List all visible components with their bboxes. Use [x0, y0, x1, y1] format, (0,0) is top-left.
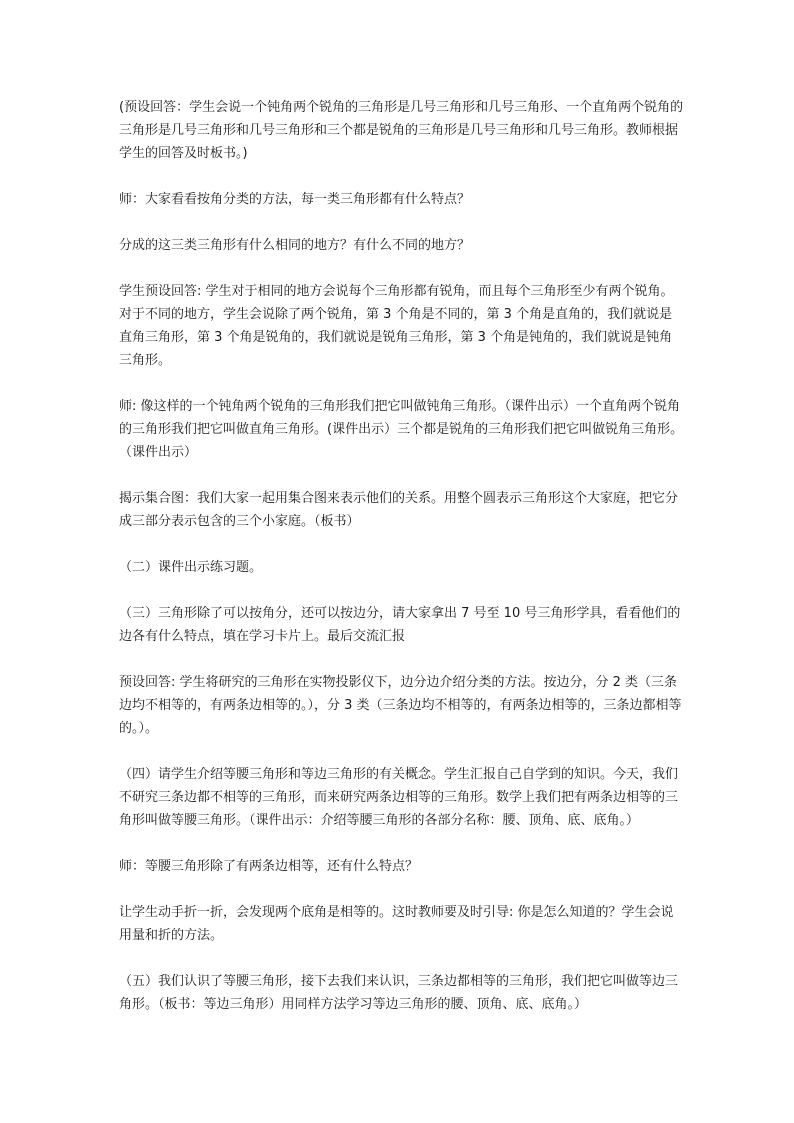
paragraph-preset-answer-sides: 预设回答: 学生将研究的三角形在实物投影仪下，边分边介绍分类的方法。按边分，分 2 类（三条边均不相等的，有两条边相等的。），分 3 类（三条边均不相等的，有两条边相等的，三条边都相等的。）。	[119, 675, 682, 736]
paragraph-isosceles-question: 师：等腰三角形除了有两条边相等，还有什么特点？	[119, 859, 419, 874]
paragraph-teacher-question-features: 师：大家看看按角分类的方法，每一类三角形都有什么特点？	[119, 192, 471, 207]
paragraph-section-four: （四）请学生介绍等腰三角形和等边三角形的有关概念。学生汇报自己自学到的知识。今天，我们不研究三条边都不相等的三角形，而来研究两条边相等的三角形。数学上我们把有两条边相等的三角形叫做等腰三角形。（课件出示：介绍等腰三角形的各部分名称：腰、顶角、底、底角。）	[119, 767, 679, 828]
paragraph-set-diagram: 揭示集合图：我们大家一起用集合图来表示他们的关系。用整个圆表示三角形这个大家庭，把它分成三部分表示包含的三个小家庭。（板书）	[119, 491, 679, 529]
paragraph-fold-activity: 让学生动手折一折，会发现两个底角是相等的。这时教师要及时引导: 你是怎么知道的？学生会说用量和折的方法。	[119, 905, 674, 943]
paragraph-preset-answer-angles: (预设回答：学生会说一个钝角两个锐角的三角形是几号三角形和几号三角形、一个直角两个锐角的三角形是几号三角形和几号三角形和三个都是锐角的三角形是几号三角形和几号三角形。教师根据学生的回答及时板书。)	[119, 100, 684, 161]
paragraph-student-preset-answer: 学生预设回答: 学生对于相同的地方会说每个三角形都有锐角，而且每个三角形至少有两个锐角。对于不同的地方，学生会说除了两个锐角，第 3 个角是不同的，第 3 个角是直角的，我们就说是直角三角形，第 3 个角是锐角的，我们就说是锐角三角形，第 3 个角是钝角的，我们就说是钝角三角形。	[119, 284, 674, 368]
paragraph-section-two: （二）课件出示练习题。	[119, 560, 263, 575]
paragraph-section-five: （五）我们认识了等腰三角形，接下去我们来认识，三条边都相等的三角形，我们把它叫做等边三角形。（板书：等边三角形）用同样方法学习等边三角形的腰、顶角、底、底角。）	[119, 974, 679, 1012]
document-body	[119, 96, 685, 1039]
paragraph-teacher-naming-triangles: 师: 像这样的一个钝角两个锐角的三角形我们把它叫做钝角三角形。（课件出示）一个直角两个锐角的三角形我们把它叫做直角三角形。(课件出示）三个都是锐角的三角形我们把它叫做锐角三角形。（课件出示）	[119, 399, 684, 460]
paragraph-section-three: （三）三角形除了可以按角分，还可以按边分，请大家拿出 7 号至 10 号三角形学具，看看他们的边各有什么特点，填在学习卡片上。最后交流汇报	[119, 606, 681, 644]
paragraph-same-different-question: 分成的这三类三角形有什么相同的地方？有什么不同的地方？	[119, 238, 471, 253]
